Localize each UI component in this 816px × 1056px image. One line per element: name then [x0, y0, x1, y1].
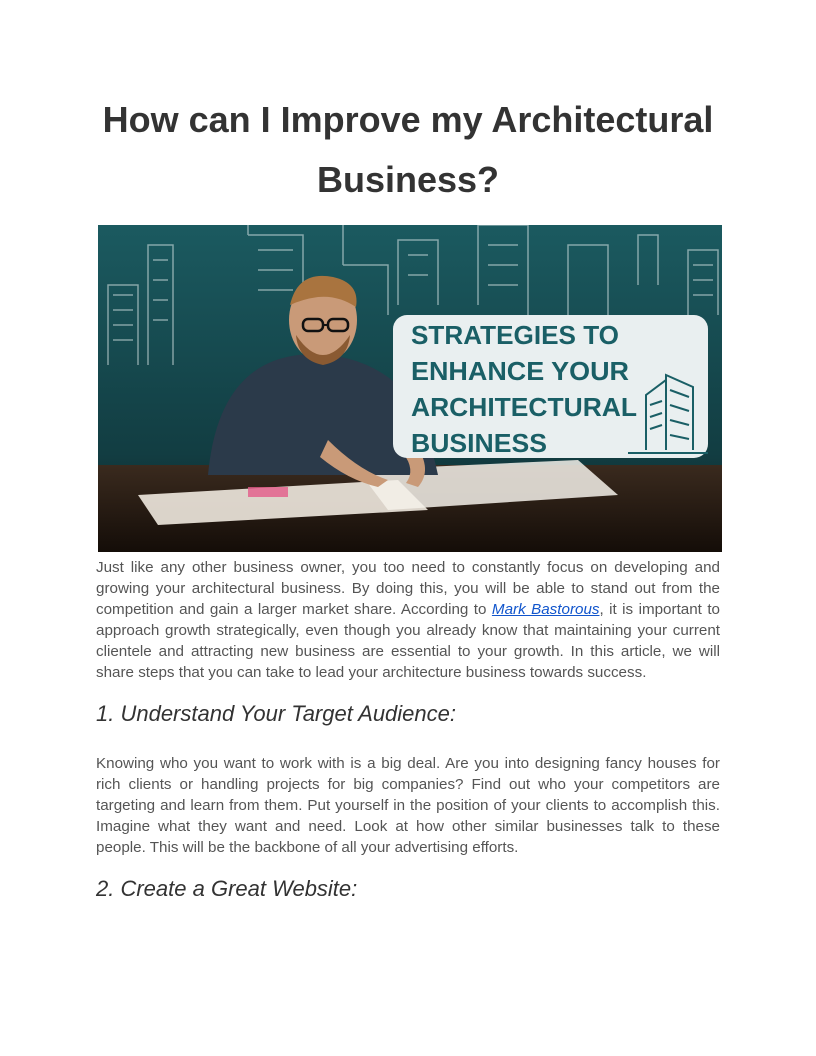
banner-line-4: BUSINESS	[411, 428, 547, 458]
hero-image	[98, 225, 722, 552]
author-link[interactable]: Mark Bastorous	[491, 601, 600, 618]
banner-line-1: STRATEGIES TO	[411, 320, 619, 350]
intro-text-after-link: , it is important to approach growth strategically, even though you already know that maintaining your current clientele and attracting new business are essential to your growth. In this article, we will share steps that you can take to lead your architecture business towards success.	[96, 601, 721, 681]
intro-paragraph	[96, 557, 720, 683]
intro-text-before-link: Just like any other business owner, you too need to constantly focus on developing and growing your architectural business. By doing this, you will be able to stand out from the competition and gain a larger market share. According to	[96, 559, 720, 618]
page-title: How can I Improve my Architectural Business?	[102, 99, 714, 200]
section-paragraph-target-audience: Knowing who you want to work with is a big deal. Are you into designing fancy houses for rich clients or handling projects for big companies? Find out who your competitors are targeting and learn from them. Put yourself in the position of your clients to accomplish this. Imagine what they want and need. Look at how other similar businesses talk to these people. This will be the backbone of all your advertising efforts.	[96, 755, 720, 856]
banner-line-3: ARCHITECTURAL	[411, 392, 638, 422]
banner-line-2: ENHANCE YOUR	[411, 356, 630, 386]
section-heading-target-audience: 1. Understand Your Target Audience:	[96, 701, 456, 726]
section-heading-website: 2. Create a Great Website:	[96, 876, 358, 901]
